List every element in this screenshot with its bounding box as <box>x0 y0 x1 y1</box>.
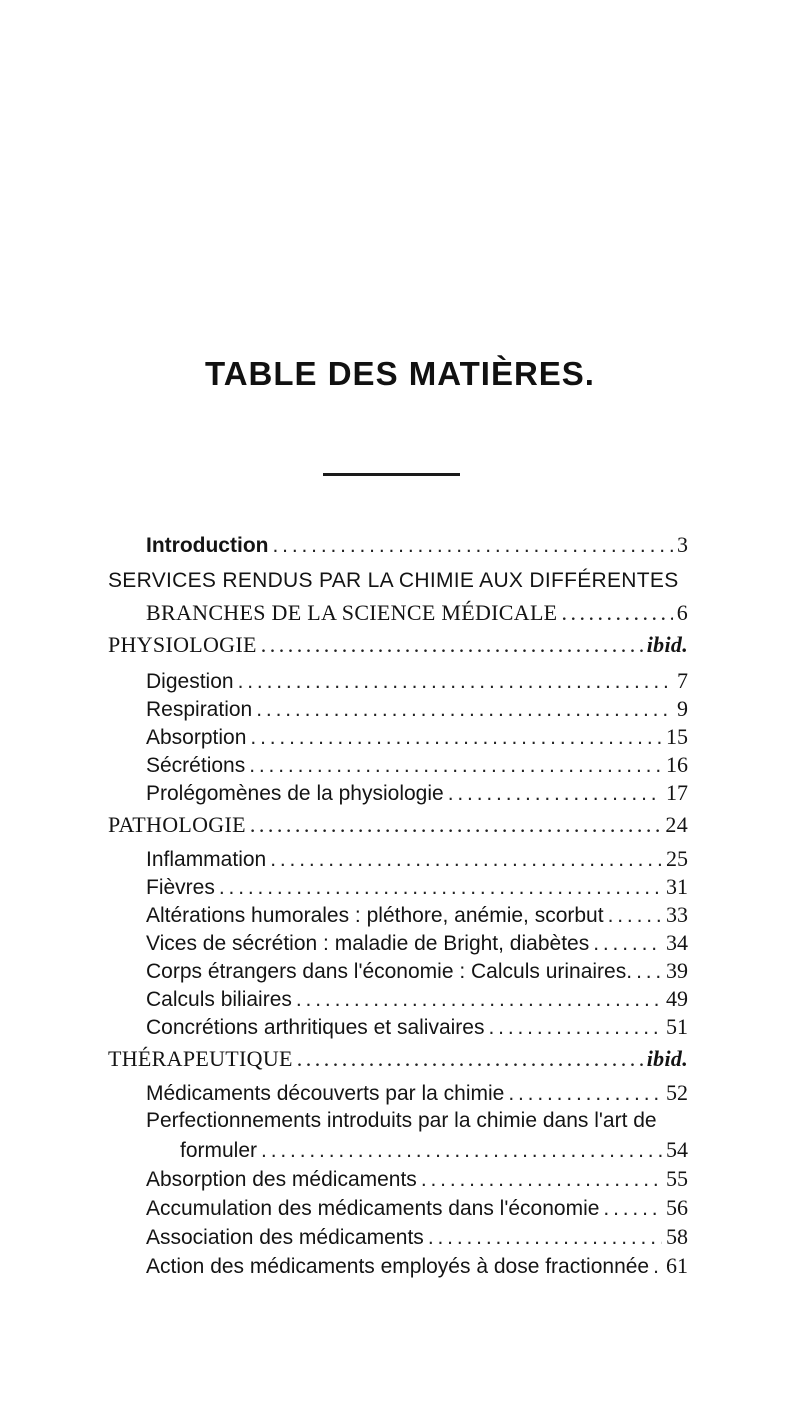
toc-entry-label: Corps étrangers dans l'économie : Calculs urinaires. <box>146 960 633 983</box>
dot-leader <box>270 846 662 874</box>
toc-entry-page: ibid. <box>646 632 688 657</box>
toc-entry-label: Respiration <box>146 698 253 721</box>
dot-leader <box>261 1137 662 1165</box>
toc-entry-label: Sécrétions <box>146 754 246 777</box>
dot-leader <box>238 668 673 696</box>
toc-entry-page: 7 <box>677 668 688 693</box>
toc-entry-page: 25 <box>666 846 688 871</box>
toc-entry-page: 17 <box>666 780 688 805</box>
toc-entry-page: 33 <box>666 902 688 927</box>
toc-entry-page: 9 <box>677 696 688 721</box>
toc-entry-label: Digestion <box>146 670 234 693</box>
toc-entry-action-medicaments[interactable] <box>146 1252 688 1281</box>
toc-entry-perfectionnements-line1[interactable]: Perfectionnements introduits par la chimie dans l'art de <box>146 1109 657 1132</box>
toc-entry-page: 31 <box>666 874 688 899</box>
toc-entry-label: Association des médicaments <box>146 1226 424 1249</box>
dot-leader <box>488 1014 662 1042</box>
toc-entry-introduction[interactable] <box>146 531 688 560</box>
dot-leader <box>256 696 673 724</box>
toc-entry-label: THÉRAPEUTIQUE <box>108 1046 293 1071</box>
toc-entry-label: Absorption des médicaments <box>146 1168 417 1191</box>
toc-entry-respiration[interactable] <box>146 695 688 724</box>
toc-entry-label: Altérations humorales : pléthore, anémie, scorbut <box>146 904 604 927</box>
dot-leader <box>653 1253 662 1281</box>
toc-entry-corps-etrangers[interactable] <box>146 957 688 986</box>
toc-entry-page: 51 <box>666 1014 688 1039</box>
toc-entry-page: 58 <box>666 1224 688 1249</box>
dot-leader <box>603 1195 662 1223</box>
dot-leader <box>219 874 662 902</box>
toc-entry-page: 6 <box>676 600 688 625</box>
toc-entry-label: Médicaments découverts par la chimie <box>146 1082 505 1105</box>
toc-entry-label: Accumulation des médicaments dans l'économie <box>146 1197 600 1220</box>
dot-leader <box>593 930 662 958</box>
dot-leader <box>561 599 672 627</box>
toc-entry-page: 52 <box>666 1080 688 1105</box>
toc-entry-label: Introduction <box>146 534 269 557</box>
toc-entry-page: 3 <box>677 532 688 557</box>
toc-entry-page: 54 <box>666 1137 688 1162</box>
dot-leader <box>448 780 662 808</box>
toc-entry-label: Calculs biliaires <box>146 988 292 1011</box>
toc-entry-label: PHYSIOLOGIE <box>108 632 257 657</box>
toc-entry-page: 49 <box>666 986 688 1011</box>
toc-entry-calculs-biliaires[interactable] <box>146 985 688 1014</box>
toc-entry-vices[interactable] <box>146 929 688 958</box>
toc-entry-label: Concrétions arthritiques et salivaires <box>146 1016 485 1039</box>
toc-entry-label: Fièvres <box>146 876 215 899</box>
toc-entry-page: 34 <box>666 930 688 955</box>
dot-leader <box>250 724 662 752</box>
toc-entry-page: ibid. <box>646 1046 688 1071</box>
toc-entry-concretions[interactable] <box>146 1013 688 1042</box>
dot-leader <box>296 986 662 1014</box>
toc-entry-perfectionnements-line2[interactable] <box>180 1136 688 1165</box>
dot-leader <box>272 532 673 560</box>
dot-leader <box>297 1045 643 1073</box>
dot-leader <box>421 1166 662 1194</box>
toc-entry-label: BRANCHES DE LA SCIENCE MÉDICALE <box>146 600 558 625</box>
toc-entry-page: 16 <box>666 752 688 777</box>
toc-entry-alterations[interactable] <box>146 901 688 930</box>
toc-entry-label: PATHOLOGIE <box>108 812 246 837</box>
toc-entry-page: 55 <box>666 1166 688 1191</box>
dot-leader <box>608 902 662 930</box>
toc-entry-absorption[interactable] <box>146 723 688 752</box>
toc-entry-accumulation[interactable] <box>146 1194 688 1223</box>
toc-entry-label: Prolégomènes de la physiologie <box>146 782 444 805</box>
toc-entry-association[interactable] <box>146 1223 688 1252</box>
toc-entry-medicaments-decouverts[interactable] <box>146 1079 688 1108</box>
toc-section-therapeutique[interactable] <box>108 1045 688 1073</box>
toc-entry-fievres[interactable] <box>146 873 688 902</box>
toc-entry-inflammation[interactable] <box>146 845 688 874</box>
toc-section-pathologie[interactable] <box>108 811 688 839</box>
toc-entry-page: 56 <box>666 1195 688 1220</box>
toc-entry-label: Inflammation <box>146 848 267 871</box>
toc-entry-secretions[interactable] <box>146 751 688 780</box>
toc-entry-label: Action des médicaments employés à dose fractionnée <box>146 1255 650 1278</box>
toc-entry-page: 39 <box>666 958 688 983</box>
toc-entry-page: 15 <box>666 724 688 749</box>
toc-entry-prolegomenes[interactable] <box>146 779 688 808</box>
toc-entry-label: Vices de sécrétion : maladie de Bright, diabètes <box>146 932 590 955</box>
dot-leader <box>261 631 643 659</box>
toc-section-services-line2[interactable] <box>146 599 688 627</box>
toc-entry-page: 24 <box>665 812 688 837</box>
toc-entry-label: Absorption <box>146 726 247 749</box>
title-divider <box>323 473 460 476</box>
dot-leader <box>428 1224 662 1252</box>
toc-section-services-line1[interactable]: SERVICES RENDUS PAR LA CHIMIE AUX DIFFÉRENTES <box>108 569 679 592</box>
toc-entry-absorption-medicaments[interactable] <box>146 1165 688 1194</box>
toc-entry-label: formuler <box>180 1139 258 1162</box>
dot-leader <box>508 1080 662 1108</box>
dot-leader <box>249 752 662 780</box>
toc-entry-page: 61 <box>666 1253 688 1278</box>
toc-section-physiologie[interactable] <box>108 631 688 659</box>
toc-entry-digestion[interactable] <box>146 667 688 696</box>
dot-leader <box>636 958 662 986</box>
page-title: TABLE DES MATIÈRES. <box>205 355 595 392</box>
dot-leader <box>250 811 662 839</box>
